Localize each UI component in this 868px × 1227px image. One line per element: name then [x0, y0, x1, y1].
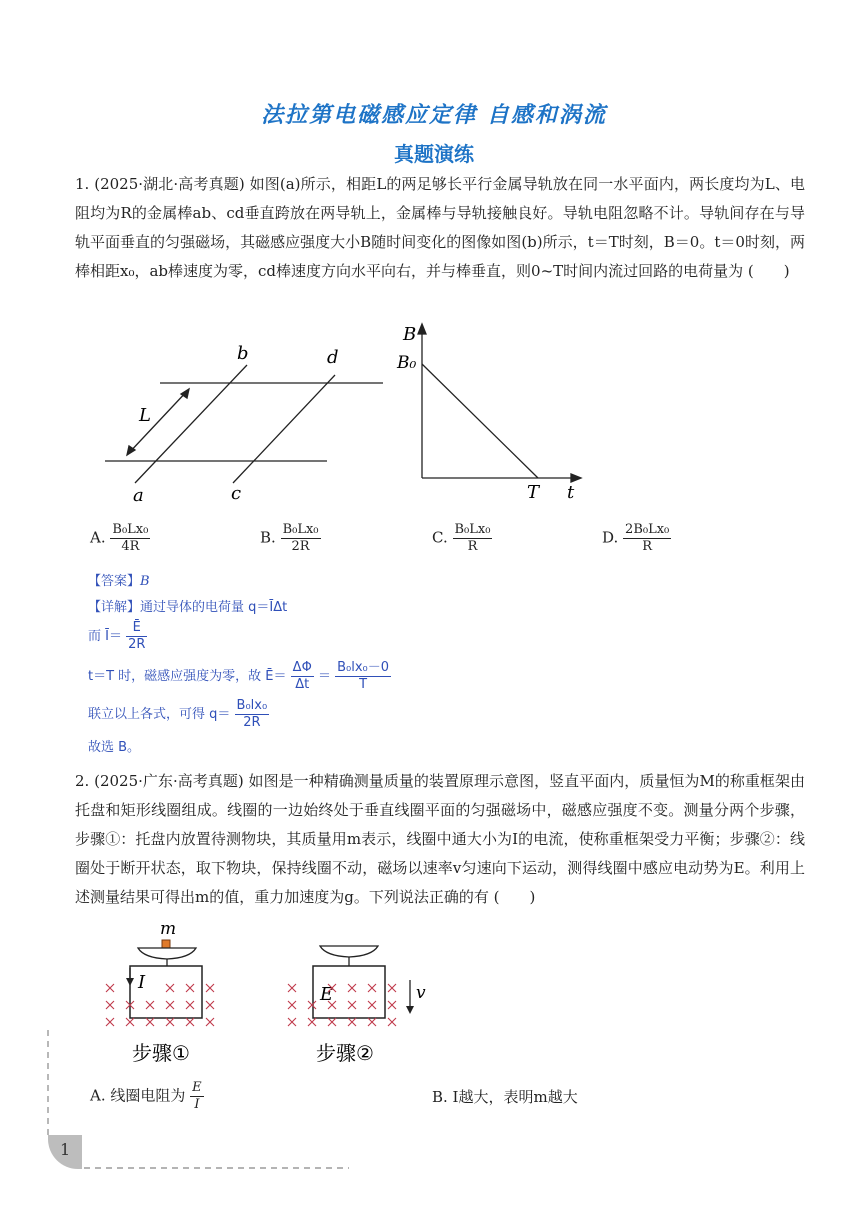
detail-line-2: 而 Ī＝ $\frac{Ē}{2R}$	[88, 620, 146, 652]
detail-line-5: 故选 B。	[88, 740, 141, 755]
magnetic-field-crosses-2	[288, 984, 396, 1026]
document-title: 法拉第电磁感应定律 自感和涡流	[261, 102, 607, 128]
q2-option-b: B. I越大，表明m越大	[432, 1088, 578, 1106]
label-B0: B₀	[397, 353, 417, 373]
option-b: B. $\frac{\text{B₀Lx₀}}{2R}$	[260, 522, 319, 554]
answer-line: 【答案】B	[88, 574, 150, 589]
detail-line-1: 【详解】通过导体的电荷量 q＝ĪΔt	[88, 600, 288, 615]
page-border-dashes	[44, 1030, 354, 1175]
label-E: E	[320, 984, 334, 1005]
label-d: d	[327, 347, 339, 368]
axis-label-t: t	[567, 482, 575, 503]
label-I: I	[138, 972, 146, 993]
label-step-1: 步骤①	[132, 1041, 190, 1065]
option-d: D. $\frac{\text{2B₀Lx₀}}{R}$	[602, 522, 670, 554]
detail-line-4: 联立以上各式，可得 q＝ $\frac{\text{B₀lx₀}}{2R}$	[88, 698, 268, 730]
q2-option-a: A. 线圈电阻为 $\frac{E}{I}$	[90, 1080, 202, 1112]
option-c: C. $\frac{\text{B₀Lx₀}}{R}$	[432, 522, 491, 554]
figure-a-rails	[95, 335, 395, 510]
weight-block	[162, 940, 170, 948]
label-b: b	[237, 343, 249, 364]
label-step-2: 步骤②	[316, 1041, 374, 1065]
label-c: c	[231, 483, 242, 504]
label-m: m	[160, 919, 177, 939]
figure-b-graph	[395, 318, 595, 503]
label-a: a	[133, 485, 144, 506]
magnetic-field-crosses-1	[106, 984, 214, 1026]
label-T: T	[527, 482, 540, 503]
question-2-text: 2. (2025·广东·高考真题) 如图是一种精确测量质量的装置原理示意图，竖直平面内，质量恒为M的称重框架由托盘和矩形线圈组成。线圈的一边始终处于垂直线圈平面的匀强磁场中，磁感应强度不变。测量分两个步骤，步骤①：托盘内放置待测物块，其质量用m表示，线圈中通大小为I的电流，使称重框架受力平衡；步骤②：线圈处于断开状态，取下物块，保持线圈不动，磁场以速率v匀速向下运动，测得线圈中感应电动势为E。利用上述测量结果可得出m的值，重力加速度为g。下列说法正确的有 ( )	[75, 772, 805, 906]
axis-label-B: B	[403, 324, 417, 345]
label-v: v	[416, 983, 426, 1003]
detail-line-3: t＝T 时，磁感应强度为零，故 Ē＝ $\frac{\Delta\Phi}{\Delta t}$ ＝ $\frac{\text{B₀lx₀－0}}{T}$	[88, 660, 390, 692]
option-a: A. $\frac{\text{B₀Lx₀}}{4R}$	[90, 522, 149, 554]
label-L: L	[139, 405, 151, 426]
section-subtitle: 真题演练	[394, 142, 474, 166]
question-1-text: 1. (2025·湖北·高考真题) 如图(a)所示，相距L的两足够长平行金属导轨放在同一水平面内，两长度均为L、电阻均为R的金属棒ab、cd垂直跨放在两导轨上，金属棒与导轨接触良好。导轨电阻忽略不计。导轨间存在与导轨平面垂直的匀强磁场，其磁感应强度大小B随时间变化的图像如图(b)所示，t＝T时刻，B＝0。t＝0时刻，两棒相距x₀，ab棒速度为零，cd棒速度方向水平向右，并与棒垂直，则0~T时间内流过回路的电荷量为 ( )	[75, 175, 805, 280]
page-number: 1	[60, 1140, 71, 1159]
